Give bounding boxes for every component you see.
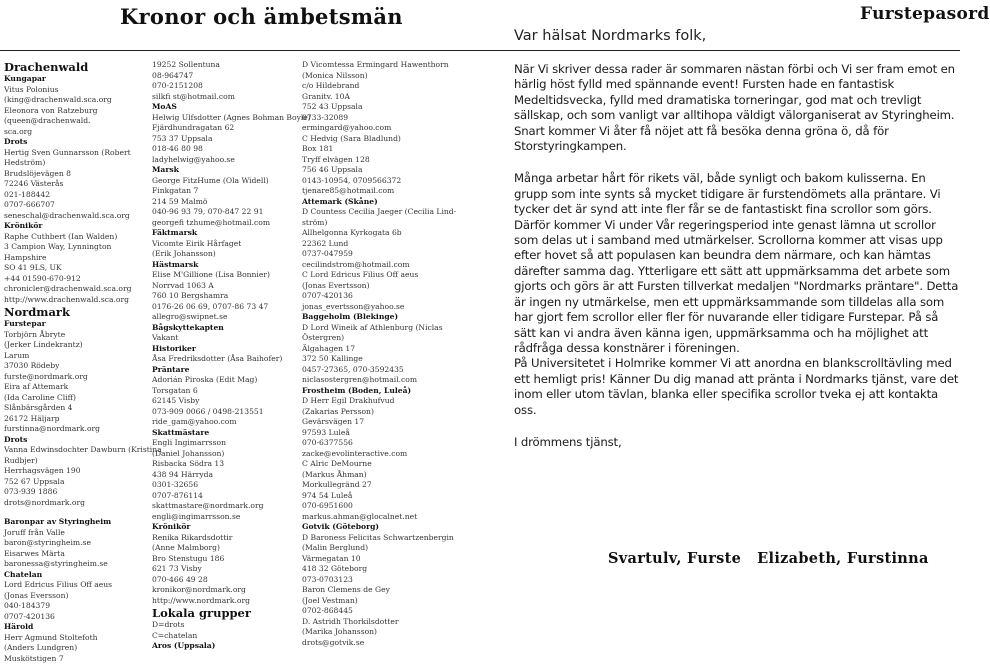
directory-line: Muskötstigen 7 (4, 654, 132, 664)
directory-line: (Jerker Lindekrantz) (4, 340, 132, 351)
directory-line: D Countess Cecilia Jaeger (Cecilia Lind- (302, 207, 452, 218)
directory-line: (Anders Lundgren) (4, 643, 132, 654)
section-heading: Präntare (152, 365, 292, 376)
directory-line: (Ida Caroline Cliff) (4, 393, 132, 404)
directory-line: (Anne Malmborg) (152, 543, 292, 554)
directory-line: (Daniel Johansson) (152, 449, 292, 460)
directory-line: D Herr Egil Drakhufvud (302, 396, 452, 407)
directory-line: 073-939 1886 (4, 487, 132, 498)
letter-paragraph: Många arbetar hårt för rikets väl, både synligt och bakom kulisserna. En grupp som inte synts så mycket tidigare är furstendömets alla präntare. Vi tycker det är synd att inte fler får se de fantastiskt fina scrollor som görs. Därför kommer Vi under Vår regeringsperiod inte genast lämna ut scrollor som delas ut i samband med utmärkelser. Scrollorna kommer att visas upp efter hovet så att populasen kan beundra dem närmare, och kan hämtas därefter samma dag. Ytterligare ett sätt att uppmärksamma det arbete som gjorts och görs är att Fursten tillverkat medaljen "Nordmarks präntare". Detta är ingen ny utmärkelse, men ett uppmärksammande som tilldelas alla som har gjort fem scrollor eller fler för nuvarande eller tidigare Furstepar. På så sätt kan vi andra även känna igen, uppmärksamma och ha möjlighet att rådfråga dessa konstnärer i föreningen. (514, 171, 960, 356)
section-heading: Lokala grupper (152, 606, 292, 620)
directory-line: 621 73 Visby (152, 564, 292, 575)
directory-line: 018-46 80 98 (152, 144, 292, 155)
directory-line: tjenare85@hotmail.com (302, 186, 452, 197)
directory-line: zacke@evolinteractive.com (302, 449, 452, 460)
section-heading: Marsk (152, 165, 292, 176)
section-heading: Fäktmarsk (152, 228, 292, 239)
directory-line: Torsgatan 6 (152, 386, 292, 397)
header-divider (0, 50, 960, 51)
directory-line: 070-6377556 (302, 438, 452, 449)
directory-line: Vanna Edwinsdochter Dawburn (Kristina (4, 445, 132, 456)
section-heading: MoAS (152, 102, 292, 113)
section-heading: Kungapar (4, 74, 132, 85)
directory-line: 26172 Häljarp (4, 414, 132, 425)
directory-line: baron@styringheim.se (4, 538, 132, 549)
directory-line: 756 46 Uppsala (302, 165, 452, 176)
directory-line: baronessa@styringheim.se (4, 559, 132, 570)
officers-column-2 (152, 60, 292, 652)
section-heading: Drots (4, 137, 132, 148)
section-heading: Krönikör (152, 522, 292, 533)
section-heading: Aros (Uppsala) (152, 641, 292, 652)
directory-line: Värmegatan 10 (302, 554, 452, 565)
section-heading: Historiker (152, 344, 292, 355)
directory-line: 0707-876114 (152, 491, 292, 502)
directory-line: Brudslöjevägen 8 (4, 169, 132, 180)
directory-line: drots@nordmark.org (4, 498, 132, 509)
directory-line: markus.ahman@glocalnet.net (302, 512, 452, 523)
directory-line: 974 54 Luleå (302, 491, 452, 502)
directory-line: Rudbjer) (4, 456, 132, 467)
directory-line: Elise M'Gillione (Lisa Bonnier) (152, 270, 292, 281)
directory-line: +44 01590-670-912 (4, 274, 132, 285)
directory-line: Vicomte Eirik Hårfaget (152, 239, 292, 250)
directory-line: 752 43 Uppsala (302, 102, 452, 113)
section-heading: Drots (4, 435, 132, 446)
directory-line: Älgahagen 17 (302, 344, 452, 355)
directory-line: 760 10 Bergshamra (152, 291, 292, 302)
section-heading: Krönikör (4, 221, 132, 232)
directory-line: georgefi tzhume@hotmail.com (152, 218, 292, 229)
directory-line: Vakant (152, 333, 292, 344)
directory-line: 070-2151208 (152, 81, 292, 92)
directory-line: George FitzHume (Ola Widell) (152, 176, 292, 187)
directory-line: 418 32 Göteborg (302, 564, 452, 575)
directory-line: Morkullegränd 27 (302, 480, 452, 491)
directory-line: D Lord Wineik af Athlenburg (Niclas (302, 323, 452, 334)
section-heading: Drachenwald (4, 60, 132, 74)
directory-line: Bro Stenstugu 186 (152, 554, 292, 565)
directory-line: Herrhagsvägen 190 (4, 466, 132, 477)
directory-line: 22362 Lund (302, 239, 452, 250)
directory-line: 0707-666707 (4, 200, 132, 211)
directory-line: 752 67 Uppsala (4, 477, 132, 488)
directory-line: C=chatelan (152, 631, 292, 642)
directory-line: http://www.drachenwald.sca.org (4, 295, 132, 306)
section-heading: Skattmästare (152, 428, 292, 439)
directory-line: ström) (302, 218, 452, 229)
directory-line: 073-0703123 (302, 575, 452, 586)
directory-line: (Markus Åhman) (302, 470, 452, 481)
directory-line: Risbacka Södra 13 (152, 459, 292, 470)
directory-line: D=drots (152, 620, 292, 631)
section-heading: Hästmarsk (152, 260, 292, 271)
directory-line: 021-188442 (4, 190, 132, 201)
directory-line: Gevärsvägen 17 (302, 417, 452, 428)
directory-line: Åsa Fredriksdotter (Åsa Baihofer) (152, 354, 292, 365)
directory-line: allegro@swipnet.se (152, 312, 292, 323)
greeting-text: Var hälsat Nordmarks folk, (514, 28, 706, 44)
directory-line: Baron Clemens de Gey (302, 585, 452, 596)
section-heading: Härold (4, 622, 132, 633)
directory-line: ride_gam@yahoo.com (152, 417, 292, 428)
letter-paragraph: När Vi skriver dessa rader är sommaren nästan förbi och Vi ser fram emot en härlig höst fylld med spännande event! Fursten hade en fantastisk Medeltidsvecka, fylld med dramatiska torneringar, god mat och trevligt sällskap, och som vanligt var alltihopa väldigt välorganiserat av Styringheim. Snart kommer Vi åter få nöjet att få besöka denna gröna ö, då för Storstyringkampen. (514, 62, 960, 154)
directory-line: (king@drachenwald.sca.org (4, 95, 132, 106)
directory-line: 073-909 0066 / 0498-213551 (152, 407, 292, 418)
directory-line: engli@ingimarrsson.se (152, 512, 292, 523)
directory-line: ermingard@yahoo.com (302, 123, 452, 134)
directory-line: 08-964747 (152, 71, 292, 82)
directory-line: 19252 Sollentuna (152, 60, 292, 71)
directory-line: 0707-420136 (4, 612, 132, 623)
directory-line: Allhelgonna Kyrkogata 6b (302, 228, 452, 239)
directory-line: 62145 Visby (152, 396, 292, 407)
directory-line: Raphe Cuthbert (Ian Walden) (4, 232, 132, 243)
directory-line: Adorián Piroska (Edit Mag) (152, 375, 292, 386)
directory-line: Finkgatan 7 (152, 186, 292, 197)
directory-line: C Hedvig (Sara Bladlund) (302, 134, 452, 145)
section-heading: Frostheim (Boden, Luleå) (302, 386, 452, 397)
directory-line: (Joel Vestman) (302, 596, 452, 607)
directory-line: niclasostergren@hotmail.com (302, 375, 452, 386)
directory-line: (Monica Nilsson) (302, 71, 452, 82)
directory-line: Hertig Sven Gunnarsson (Robert (4, 148, 132, 159)
directory-line: Herr Agmund Stoltefoth (4, 633, 132, 644)
directory-line: chronicler@drachenwald.sca.org (4, 284, 132, 295)
section-heading: Nordmark (4, 305, 132, 319)
directory-line: 0301-32656 (152, 480, 292, 491)
letter-closing: I drömmens tjänst, (514, 435, 960, 450)
directory-line: 438 94 Härryda (152, 470, 292, 481)
directory-line: D. Astridh Thorkilsdotter (302, 617, 452, 628)
directory-line: Eira af Attemark (4, 382, 132, 393)
directory-line: 753 37 Uppsala (152, 134, 292, 145)
directory-line: 72246 Västerås (4, 179, 132, 190)
section-heading: Gotvik (Göteborg) (302, 522, 452, 533)
directory-line: 0702-868445 (302, 606, 452, 617)
directory-line: Hampshire (4, 253, 132, 264)
letter-paragraph: På Universitetet i Holmrike kommer Vi att anordna en blankscrolltävling med ett hemligt pris! Känner Du dig manad att pränta i Nordmarks tjänst, vare det inom eller utom tävlan, blanka eller specifika scrollor tveka ej att kontakta oss. (514, 356, 960, 418)
directory-line: Eisarwes Märta (4, 549, 132, 560)
directory-line: (queen@drachenwald. (4, 116, 132, 127)
directory-line: 0143-10954, 0709566372 (302, 176, 452, 187)
directory-line: Vitus Polonius (4, 85, 132, 96)
directory-line: Östergren) (302, 333, 452, 344)
directory-line: Fjärdhundragatan 62 (152, 123, 292, 134)
directory-line: jonas_evertsson@yahoo.se (302, 302, 452, 313)
directory-line: Hedström) (4, 158, 132, 169)
directory-line: silkfi st@hotmail.com (152, 92, 292, 103)
directory-line: Tryff elvägen 128 (302, 155, 452, 166)
directory-line: 0707-420136 (302, 291, 452, 302)
directory-line: (Malin Berglund) (302, 543, 452, 554)
directory-line: skattmastare@nordmark.org (152, 501, 292, 512)
directory-line: Box 181 (302, 144, 452, 155)
spacer (4, 508, 132, 517)
directory-line: C Lord Edricus Filius Off aeus (302, 270, 452, 281)
page-title-left: Kronor och ämbetsmän (120, 4, 403, 29)
directory-line: D Vicomtessa Ermingard Hawenthorn (302, 60, 452, 71)
directory-line: kronikor@nordmark.org (152, 585, 292, 596)
directory-line: sca.org (4, 127, 132, 138)
directory-line: seneschal@drachenwald.sca.org (4, 211, 132, 222)
directory-line: (Jonas Eversson) (4, 591, 132, 602)
directory-line: Lord Edricus Filius Off aeus (4, 580, 132, 591)
directory-line: 372 50 Kallinge (302, 354, 452, 365)
directory-line: 0737-047959 (302, 249, 452, 260)
directory-line: Torbjörn Åbryte (4, 330, 132, 341)
directory-line: Eleonora von Ratzeburg (4, 106, 132, 117)
directory-line: 040-96 93 79, 070-847 22 91 (152, 207, 292, 218)
directory-line: 070-6951600 (302, 501, 452, 512)
signature: Svartulv, Furste Elizabeth, Furstinna (608, 550, 929, 567)
officers-column-3 (302, 60, 452, 648)
directory-line: Slånbärsgården 4 (4, 403, 132, 414)
directory-line: furstinna@nordmark.org (4, 424, 132, 435)
directory-line: Joruff från Valle (4, 528, 132, 539)
page-title-right: Furstepasord (860, 4, 990, 24)
directory-line: Norrvad 1063 A (152, 281, 292, 292)
directory-line: D Baroness Felicitas Schwartzenbergin (302, 533, 452, 544)
directory-line: 3 Campion Way, Lynnington (4, 242, 132, 253)
directory-line: Larum (4, 351, 132, 362)
directory-line: (Erik Johansson) (152, 249, 292, 260)
directory-line: 0457-27365, 070-3592435 (302, 365, 452, 376)
directory-line: 37030 Rödeby (4, 361, 132, 372)
section-heading: Chatelan (4, 570, 132, 581)
directory-line: (Zakarias Persson) (302, 407, 452, 418)
directory-line: 97593 Luleå (302, 428, 452, 439)
directory-line: SO 41 9LS, UK (4, 263, 132, 274)
letter-body (514, 62, 960, 467)
directory-line: Helwig Ulfsdotter (Agnes Bohman Boyle) (152, 113, 292, 124)
directory-line: C Alric DeMourne (302, 459, 452, 470)
directory-line: 0733-32089 (302, 113, 452, 124)
officers-column-1 (4, 60, 132, 664)
directory-line: c/o Hildebrand (302, 81, 452, 92)
directory-line: (Jonas Evertsson) (302, 281, 452, 292)
directory-line: http://www.nordmark.org (152, 596, 292, 607)
section-heading: Baggeholm (Blekinge) (302, 312, 452, 323)
directory-line: furste@nordmark.org (4, 372, 132, 383)
section-heading: Baronpar av Styringheim (4, 517, 132, 528)
section-heading: Furstepar (4, 319, 132, 330)
directory-line: (Marika Johansson) (302, 627, 452, 638)
directory-line: Renika Rikardsdottir (152, 533, 292, 544)
directory-line: 040-184379 (4, 601, 132, 612)
section-heading: Bågskyttekapten (152, 323, 292, 334)
directory-line: 070-466 49 28 (152, 575, 292, 586)
directory-line: Granitv. 10A (302, 92, 452, 103)
directory-line: cecilindstrom@hotmail.com (302, 260, 452, 271)
directory-line: ladyhelwig@yahoo.se (152, 155, 292, 166)
directory-line: 214 59 Malmö (152, 197, 292, 208)
section-heading: Attemark (Skåne) (302, 197, 452, 208)
directory-line: Engli Ingimarrsson (152, 438, 292, 449)
directory-line: drots@gotvik.se (302, 638, 452, 649)
directory-line: 0176-26 06 69, 0707-86 73 47 (152, 302, 292, 313)
